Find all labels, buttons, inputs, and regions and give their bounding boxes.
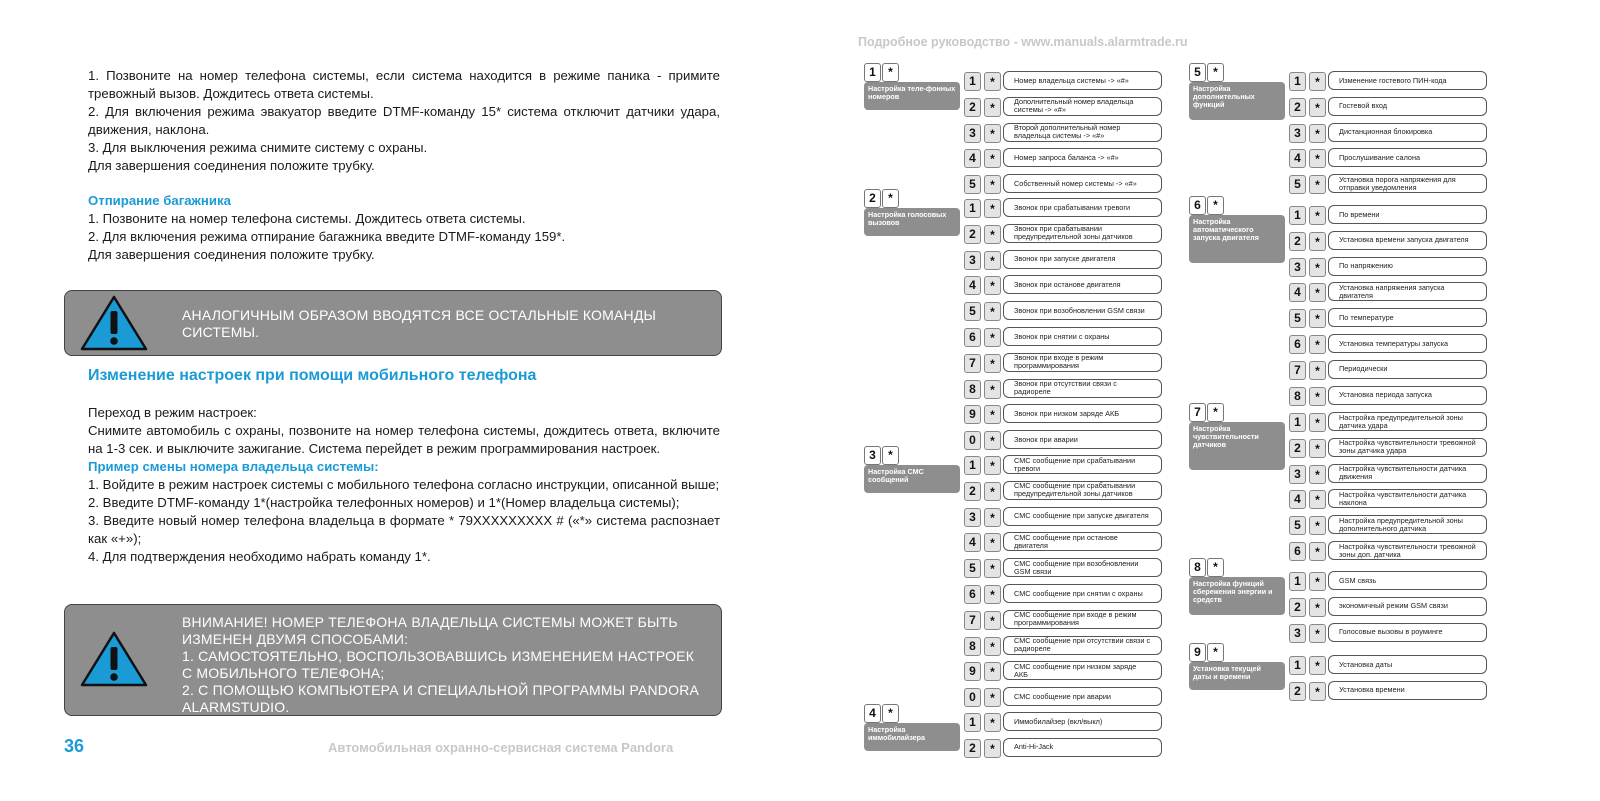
text-line: Снимите автомобиль с охраны, позвоните на номер телефона системы, дождитесь ответа, включите на 1-3 сек. и выключите зажигание. Система перейдет в режим программирования настроек. <box>88 423 720 456</box>
group-star-key: * <box>1207 643 1224 662</box>
menu-item-label: Второй дополнительный номер владельца системы -> «#» <box>1003 123 1162 142</box>
item-number-key: 7 <box>964 611 981 630</box>
menu-item-label: СМС сообщение при срабатывании тревоги <box>1003 455 1162 474</box>
item-star-key: * <box>984 482 1001 501</box>
item-star-key: * <box>984 354 1001 373</box>
item-star-key: * <box>984 637 1001 656</box>
item-number-key: 2 <box>1289 232 1306 251</box>
item-star-key: * <box>1309 283 1326 302</box>
item-number-key: 8 <box>1289 387 1306 406</box>
item-number-key: 4 <box>1289 490 1306 509</box>
text-line: 1. Позвоните на номер телефона системы, если система находится в режиме паника - примите тревожный вызов. Дождитесь ответа системы. <box>88 68 720 101</box>
menu-item-label: Дополнительный номер владельца системы -> «#» <box>1003 97 1162 116</box>
menu-item-label: GSM связь <box>1328 571 1487 590</box>
menu-item-label: Периодически <box>1328 360 1487 379</box>
warning-icon <box>79 294 149 352</box>
warning-line: ИЗМЕНЕН ДВУМЯ СПОСОБАМИ: <box>182 631 409 647</box>
item-star-key: * <box>984 149 1001 168</box>
group-title-box: Настройка голосовых вызовов <box>864 208 960 236</box>
page-header: Подробное руководство - www.manuals.alarmtrade.ru <box>858 35 1188 49</box>
group-number-key: 3 <box>864 446 881 465</box>
item-star-key: * <box>984 175 1001 194</box>
item-star-key: * <box>1309 516 1326 535</box>
group-star-key: * <box>1207 403 1224 422</box>
item-number-key: 2 <box>964 739 981 758</box>
group-number-key: 6 <box>1189 196 1206 215</box>
menu-item-label: СМС сообщение при низком заряде АКБ <box>1003 661 1162 680</box>
item-number-key: 3 <box>964 508 981 527</box>
item-star-key: * <box>1309 124 1326 143</box>
group-title-box: Настройка чувствительности датчиков <box>1189 422 1285 470</box>
trunk-section <box>88 192 720 264</box>
menu-item-label: СМС сообщение при аварии <box>1003 687 1162 706</box>
group-star-key: * <box>1207 196 1224 215</box>
item-star-key: * <box>1309 175 1326 194</box>
group-number-key: 1 <box>864 63 881 82</box>
text-line: Для завершения соединения положите трубку. <box>88 247 375 262</box>
item-number-key: 1 <box>1289 72 1306 91</box>
menu-item-label: Звонок при запуске двигателя <box>1003 250 1162 269</box>
trunk-heading: Отпирание багажника <box>88 193 231 208</box>
item-star-key: * <box>1309 206 1326 225</box>
panic-instructions <box>88 67 720 175</box>
text-line: 1. Войдите в режим настроек системы с мобильного телефона согласно инструкции, описанной выше; <box>88 477 720 492</box>
text-line: 3. Введите новый номер телефона владельца в формате * 79XXXXXXXXX # («*» система распознает как «+»); <box>88 513 720 546</box>
item-star-key: * <box>1309 72 1326 91</box>
item-star-key: * <box>1309 598 1326 617</box>
menu-item-label: Гостевой вход <box>1328 97 1487 116</box>
item-star-key: * <box>984 328 1001 347</box>
item-star-key: * <box>984 456 1001 475</box>
item-star-key: * <box>1309 149 1326 168</box>
item-number-key: 7 <box>964 354 981 373</box>
menu-item-label: СМС сообщение при останове двигателя <box>1003 532 1162 551</box>
text-line: Для завершения соединения положите трубку. <box>88 158 375 173</box>
item-star-key: * <box>1309 413 1326 432</box>
menu-item-label: СМС сообщение при возобновлении GSM связи <box>1003 558 1162 577</box>
item-star-key: * <box>984 251 1001 270</box>
warning-line: АНАЛОГИЧНЫМ ОБРАЗОМ ВВОДЯТСЯ ВСЕ ОСТАЛЬНЫЕ КОМАНДЫ <box>182 307 657 323</box>
item-number-key: 1 <box>964 72 981 91</box>
item-star-key: * <box>984 405 1001 424</box>
example-heading: Пример смены номера владельца системы: <box>88 459 379 474</box>
menu-item-label: СМС сообщение при срабатывании предупредительной зоны датчиков <box>1003 481 1162 500</box>
menu-item-label: Установка температуры запуска <box>1328 334 1487 353</box>
item-star-key: * <box>1309 98 1326 117</box>
menu-item-label: СМС сообщение при входе в режим программирования <box>1003 610 1162 629</box>
warning-line: ALARMSTUDIO. <box>182 699 290 715</box>
menu-item-label: Настройка чувствительности датчика наклона <box>1328 489 1487 508</box>
item-number-key: 2 <box>1289 98 1306 117</box>
menu-item-label: Собственный номер системы -> «#» <box>1003 174 1162 193</box>
item-star-key: * <box>1309 335 1326 354</box>
menu-item-label: По времени <box>1328 205 1487 224</box>
item-star-key: * <box>1309 572 1326 591</box>
item-star-key: * <box>984 225 1001 244</box>
text-line: 1. Позвоните на номер телефона системы. Дождитесь ответа системы. <box>88 211 526 226</box>
warning-line: С МОБИЛЬНОГО ТЕЛЕФОНА; <box>182 665 385 681</box>
menu-item-label: Иммобилайзер (вкл/выкл) <box>1003 712 1162 731</box>
item-star-key: * <box>1309 361 1326 380</box>
item-number-key: 4 <box>964 533 981 552</box>
text-line: 2. Для включения режима отпирание багажника введите DTMF-команду 159*. <box>88 229 566 244</box>
item-star-key: * <box>984 662 1001 681</box>
group-star-key: * <box>882 189 899 208</box>
item-number-key: 1 <box>964 713 981 732</box>
item-number-key: 1 <box>1289 656 1306 675</box>
menu-item-label: Установка времени запуска двигателя <box>1328 231 1487 250</box>
item-star-key: * <box>1309 624 1326 643</box>
item-number-key: 3 <box>964 124 981 143</box>
menu-item-label: Настройка чувствительности тревожной зоны доп. датчика <box>1328 541 1487 560</box>
item-number-key: 0 <box>964 431 981 450</box>
warning-line: СИСТЕМЫ. <box>182 324 260 340</box>
item-number-key: 1 <box>964 456 981 475</box>
warning-line: ВНИМАНИЕ! НОМЕР ТЕЛЕФОНА ВЛАДЕЛЬЦА СИСТЕМЫ МОЖЕТ БЫТЬ <box>182 614 678 630</box>
menu-item-label: Установка даты <box>1328 655 1487 674</box>
item-number-key: 4 <box>964 276 981 295</box>
warning-box-2 <box>64 604 722 716</box>
menu-item-label: Звонок при снятии с охраны <box>1003 327 1162 346</box>
menu-item-label: Настройка предупредительной зоны дополнительного датчика <box>1328 515 1487 534</box>
menu-item-label: Номер владельца системы -> «#» <box>1003 71 1162 90</box>
item-star-key: * <box>1309 258 1326 277</box>
warning-box-1 <box>64 290 722 356</box>
text-line: 4. Для подтверждения необходимо набрать команду 1*. <box>88 549 431 564</box>
item-star-key: * <box>1309 465 1326 484</box>
warning-line: 1. САМОСТОЯТЕЛЬНО, ВОСПОЛЬЗОВАВШИСЬ ИЗМЕНЕНИЕМ НАСТРОЕК <box>182 648 695 664</box>
menu-item-label: По температуре <box>1328 308 1487 327</box>
menu-item-label: Звонок при возобновлении GSM связи <box>1003 301 1162 320</box>
item-number-key: 9 <box>964 662 981 681</box>
group-number-key: 4 <box>864 704 881 723</box>
item-number-key: 4 <box>1289 283 1306 302</box>
menu-item-label: Установка напряжения запуска двигателя <box>1328 282 1487 301</box>
group-title-box: Установка текущей даты и времени <box>1189 662 1285 690</box>
item-number-key: 1 <box>1289 413 1306 432</box>
item-star-key: * <box>1309 309 1326 328</box>
item-star-key: * <box>984 508 1001 527</box>
group-number-key: 2 <box>864 189 881 208</box>
settings-instructions <box>88 404 720 566</box>
text-line: 2. Для включения режима эвакуатор введите DTMF-команду 15* система отключит датчики удара, движения, наклона. <box>88 104 720 137</box>
item-number-key: 3 <box>964 251 981 270</box>
menu-item-label: Изменение гостевого ПИН-кода <box>1328 71 1487 90</box>
group-number-key: 8 <box>1189 558 1206 577</box>
menu-item-label: Голосовые вызовы в роуминге <box>1328 623 1487 642</box>
page-number: 36 <box>64 736 85 756</box>
item-star-key: * <box>1309 387 1326 406</box>
item-star-key: * <box>984 302 1001 321</box>
item-number-key: 2 <box>1289 682 1306 701</box>
item-number-key: 1 <box>964 199 981 218</box>
menu-item-label: Звонок при останове двигателя <box>1003 275 1162 294</box>
group-title-box: Настройка СМС сообщений <box>864 465 960 493</box>
item-number-key: 0 <box>964 688 981 707</box>
item-star-key: * <box>984 98 1001 117</box>
group-star-key: * <box>1207 63 1224 82</box>
item-number-key: 5 <box>964 302 981 321</box>
menu-item-label: Настройка предупредительной зоны датчика удара <box>1328 412 1487 431</box>
item-number-key: 3 <box>1289 624 1306 643</box>
item-number-key: 2 <box>1289 439 1306 458</box>
item-star-key: * <box>1309 232 1326 251</box>
group-star-key: * <box>882 704 899 723</box>
menu-item-label: Anti-Hi-Jack <box>1003 738 1162 757</box>
item-star-key: * <box>984 688 1001 707</box>
menu-item-label: Звонок при аварии <box>1003 430 1162 449</box>
menu-item-label: экономичный режим GSM связи <box>1328 597 1487 616</box>
item-star-key: * <box>1309 490 1326 509</box>
group-star-key: * <box>882 446 899 465</box>
item-number-key: 3 <box>1289 258 1306 277</box>
item-star-key: * <box>984 72 1001 91</box>
menu-item-label: Настройка чувствительности тревожной зоны датчика удара <box>1328 438 1487 457</box>
item-number-key: 5 <box>1289 309 1306 328</box>
item-star-key: * <box>984 276 1001 295</box>
menu-item-label: СМС сообщение при запуске двигателя <box>1003 507 1162 526</box>
group-title-box: Настройка теле-фонных номеров <box>864 82 960 110</box>
item-number-key: 5 <box>964 559 981 578</box>
page-footer: Автомобильная охранно-сервисная система Pandora <box>328 740 674 755</box>
item-number-key: 3 <box>1289 465 1306 484</box>
item-star-key: * <box>1309 682 1326 701</box>
item-number-key: 3 <box>1289 124 1306 143</box>
warning-text <box>182 614 699 716</box>
item-number-key: 5 <box>964 175 981 194</box>
item-star-key: * <box>984 739 1001 758</box>
item-number-key: 6 <box>1289 542 1306 561</box>
item-number-key: 8 <box>964 380 981 399</box>
group-number-key: 9 <box>1189 643 1206 662</box>
item-number-key: 6 <box>964 328 981 347</box>
group-title-box: Настройка функций сбережения энергии и средств <box>1189 577 1285 615</box>
item-star-key: * <box>984 124 1001 143</box>
group-star-key: * <box>1207 558 1224 577</box>
item-star-key: * <box>984 380 1001 399</box>
menu-item-label: Дистанционная блокировка <box>1328 123 1487 142</box>
text-line: 2. Введите DTMF-команду 1*(настройка телефонных номеров) и 1*(Номер владельца системы); <box>88 495 680 510</box>
menu-item-label: Звонок при низком заряде АКБ <box>1003 404 1162 423</box>
item-number-key: 2 <box>1289 598 1306 617</box>
item-star-key: * <box>984 713 1001 732</box>
menu-item-label: Номер запроса баланса -> «#» <box>1003 148 1162 167</box>
item-star-key: * <box>1309 656 1326 675</box>
menu-item-label: По напряжению <box>1328 257 1487 276</box>
item-star-key: * <box>984 199 1001 218</box>
menu-item-label: Прослушивание салона <box>1328 148 1487 167</box>
item-number-key: 4 <box>1289 149 1306 168</box>
item-star-key: * <box>984 533 1001 552</box>
menu-item-label: Установка времени <box>1328 681 1487 700</box>
warning-text <box>182 307 656 341</box>
item-number-key: 2 <box>964 482 981 501</box>
item-number-key: 9 <box>964 405 981 424</box>
section-heading: Изменение настроек при помощи мобильного телефона <box>88 367 537 384</box>
item-number-key: 5 <box>1289 516 1306 535</box>
item-number-key: 1 <box>1289 206 1306 225</box>
warning-line: 2. С ПОМОЩЬЮ КОМПЬЮТЕРА И СПЕЦИАЛЬНОЙ ПРОГРАММЫ PANDORA <box>182 682 700 698</box>
item-star-key: * <box>984 585 1001 604</box>
menu-item-label: Звонок при отсутствии связи с радиореле <box>1003 379 1162 398</box>
item-star-key: * <box>984 611 1001 630</box>
menu-item-label: Звонок при входе в режим программирования <box>1003 353 1162 372</box>
group-title-box: Настройка автоматического запуска двигателя <box>1189 215 1285 263</box>
group-number-key: 7 <box>1189 403 1206 422</box>
item-number-key: 6 <box>1289 335 1306 354</box>
text-line: Переход в режим настроек: <box>88 405 257 420</box>
item-number-key: 6 <box>964 585 981 604</box>
menu-item-label: Установка периода запуска <box>1328 386 1487 405</box>
text-line: 3. Для выключения режима снимите систему с охраны. <box>88 140 428 155</box>
menu-item-label: Звонок при срабатывании тревоги <box>1003 198 1162 217</box>
section-heading-block <box>88 367 720 385</box>
menu-item-label: Настройка чувствительности датчика движения <box>1328 464 1487 483</box>
menu-item-label: СМС сообщение при снятии с охраны <box>1003 584 1162 603</box>
item-star-key: * <box>984 431 1001 450</box>
group-title-box: Настройка иммобилайзера <box>864 723 960 751</box>
menu-item-label: СМС сообщение при отсутствии связи с радиореле <box>1003 636 1162 655</box>
warning-icon <box>79 630 149 688</box>
item-number-key: 8 <box>964 637 981 656</box>
item-number-key: 2 <box>964 98 981 117</box>
group-title-box: Настройка дополнительных функций <box>1189 82 1285 120</box>
item-number-key: 4 <box>964 149 981 168</box>
item-number-key: 7 <box>1289 361 1306 380</box>
item-number-key: 2 <box>964 225 981 244</box>
item-star-key: * <box>1309 542 1326 561</box>
menu-item-label: Звонок при срабатывании предупредительной зоны датчиков <box>1003 224 1162 243</box>
group-number-key: 5 <box>1189 63 1206 82</box>
item-star-key: * <box>1309 439 1326 458</box>
item-number-key: 5 <box>1289 175 1306 194</box>
item-number-key: 1 <box>1289 572 1306 591</box>
menu-item-label: Установка порога напряжения для отправки уведомления <box>1328 174 1487 193</box>
item-star-key: * <box>984 559 1001 578</box>
group-star-key: * <box>882 63 899 82</box>
